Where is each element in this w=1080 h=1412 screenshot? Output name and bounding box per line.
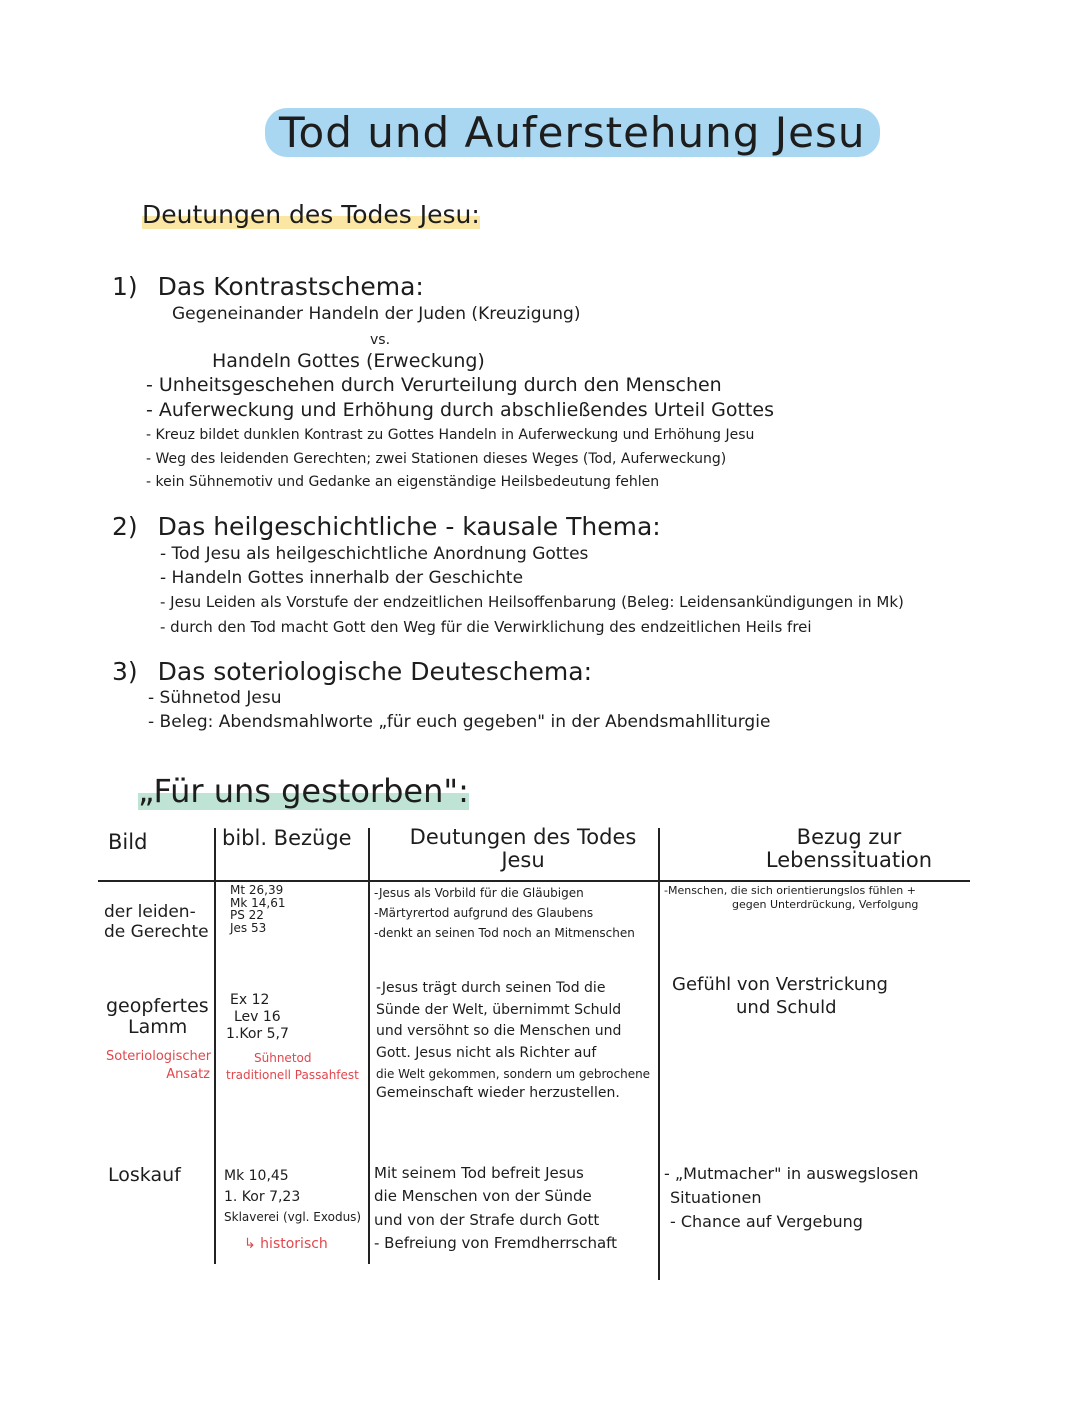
section-1-line: - Kreuz bildet dunklen Kontrast zu Gottes Handeln in Auferweckung und Erhöhung Jesu — [146, 427, 755, 443]
section-2-line: - Jesu Leiden als Vorstufe der endzeitlichen Heilsoffenbarung (Beleg: Leidensankündigungen in Mk) — [160, 593, 904, 611]
table-title: „Für uns gestorben": — [138, 772, 469, 810]
section-2-heading: 2) Das heilgeschichtliche - kausale Thema: — [112, 512, 661, 541]
header-bild: Bild — [108, 830, 148, 854]
page-title: Tod und Auferstehung Jesu — [265, 108, 880, 157]
table-cell: Mk 10,45 1. Kor 7,23 Sklaverei (vgl. Exodus) — [224, 1168, 362, 1224]
section-1-heading: 1) Das Kontrastschema: — [112, 272, 424, 301]
section-1-line: Gegeneinander Handeln der Juden (Kreuzigung) — [172, 304, 581, 324]
table-cell: ↳ historisch — [244, 1236, 328, 1252]
table-cell: -Jesus als Vorbild für die Gläubigen -Märtyrertod aufgrund des Glaubens -denkt an seinen Tod noch an Mitmenschen — [374, 886, 635, 940]
header-deutungen: Deutungen des Todes Jesu — [409, 825, 637, 873]
table-cell: -Jesus trägt durch seinen Tod die Sünde der Welt, übernimmt Schuld und versöhnt so die Menschen und Gott. Jesus nicht als Richter auf die Welt gekommen, sondern um gebrochene Gemeinschaft wieder herzustellen. — [376, 980, 651, 1102]
section-2-line: - Tod Jesu als heilgeschichtliche Anordnung Gottes — [160, 544, 589, 564]
section-1-line: - Weg des leidenden Gerechten; zwei Stationen dieses Weges (Tod, Auferweckung) — [146, 451, 727, 467]
table-row: der leiden- de Gerechte — [104, 902, 209, 943]
table-row: Loskauf — [108, 1164, 181, 1186]
table-cell: Soteriologischer Ansatz — [106, 1049, 212, 1083]
section-1-line: - kein Sühnemotiv und Gedanke an eigenständige Heilsbedeutung fehlen — [146, 474, 660, 490]
table-cell: -Menschen, die sich orientierungslos fühlen + gegen Unterdrückung, Verfolgung — [664, 884, 919, 912]
section-2-line: - durch den Tod macht Gott den Weg für die Verwirklichung des endzeitlichen Heils frei — [160, 618, 812, 636]
column-divider — [658, 828, 660, 1280]
section-1-line: vs. — [370, 332, 391, 348]
table-cell: - „Mutmacher" in auswegslosen Situationen - Chance auf Vergebung — [664, 1164, 919, 1231]
section-1-line: Handeln Gottes (Erweckung) — [212, 350, 485, 372]
table-cell: Mit seinem Tod befreit Jesus die Menschen von der Sünde und von der Strafe durch Gott - Befreiung von Fremdherrschaft — [374, 1164, 618, 1252]
section-3-heading: 3) Das soteriologische Deuteschema: — [112, 657, 592, 686]
section-1-line: - Auferweckung und Erhöhung durch abschließendes Urteil Gottes — [146, 399, 775, 421]
subtitle: Deutungen des Todes Jesu: — [142, 200, 480, 229]
section-3-line: - Beleg: Abendsmahlworte „für euch gegeben" in der Abendsmahlliturgie — [148, 712, 771, 732]
column-divider — [214, 828, 216, 1264]
table-header-rule — [98, 880, 970, 882]
table-cell: Gefühl von Verstrickung und Schuld — [672, 974, 888, 1018]
table-row: geopfertes Lamm — [106, 995, 209, 1038]
header-bezug: Bezug zur Lebenssituation — [765, 825, 933, 873]
section-1-line: - Unheitsgeschehen durch Verurteilung durch den Menschen — [146, 374, 722, 396]
header-bibl-bezuege: bibl. Bezüge — [222, 826, 352, 850]
table-cell: Sühnetod traditionell Passahfest — [226, 1051, 359, 1083]
column-divider — [368, 828, 370, 1264]
section-2-line: - Handeln Gottes innerhalb der Geschichte — [160, 568, 524, 588]
table-cell: Mt 26,39 Mk 14,61 PS 22 Jes 53 — [230, 883, 286, 935]
table-cell: Ex 12 Lev 16 1.Kor 5,7 — [226, 992, 289, 1042]
section-3-line: - Sühnetod Jesu — [148, 688, 282, 708]
